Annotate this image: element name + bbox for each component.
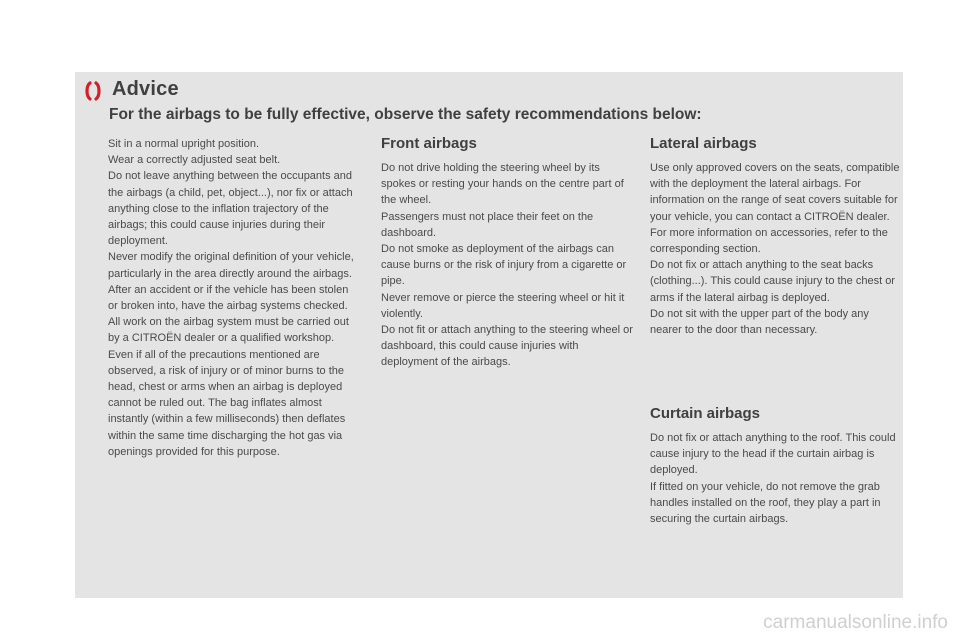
curtain-airbags-line: Do not fix or attach anything to the roof. This could cause injury to the head if the curtain airbag is deployed. [650,432,896,477]
general-line: Do not leave anything between the occupants and the airbags (a child, pet, object...), nor fix or attach anything close to the inflation trajectory of the airbags; this could cause injuries during their deployment. [108,170,353,248]
lateral-airbags-line: Do not fix or attach anything to the seat backs (clothing...). This could cause injury to the chest or arms if the lateral airbag is deployed. [650,259,895,304]
lateral-airbags-line: For more information on accessories, refer to the corresponding section. [650,226,888,256]
advice-subtitle: For the airbags to be fully effective, observe the safety recommendations below: [109,106,702,123]
front-airbags-section [381,134,633,371]
advice-panel [75,72,903,598]
front-airbags-heading: Front airbags [381,135,477,152]
front-airbags-line: Do not fit or attach anything to the steering wheel or dashboard, this could cause injuries with deployment of the airbags. [381,324,633,369]
front-airbags-line: Do not drive holding the steering wheel by its spokes or resting your hands on the centre part of the wheel. [381,162,624,207]
general-line: Sit in a normal upright position. [108,138,260,150]
general-line: All work on the airbag system must be carried out by a CITROËN dealer or a qualified workshop. [108,316,349,345]
front-airbags-line: Never remove or pierce the steering wheel or hit it violently. [381,291,625,320]
general-line: Wear a correctly adjusted seat belt. [108,154,281,167]
curtain-airbags-section [650,404,900,527]
general-line: Never modify the original definition of your vehicle, particularly in the area directly around the airbags. [108,251,354,280]
curtain-airbags-line: If fitted on your vehicle, do not remove the grab handles installed on the roof, they play a part in securing the curtain airbags. [650,480,881,526]
lateral-airbags-line: Use only approved covers on the seats, compatible with the deployment the lateral airbags. For information on the range of seat covers suitable for your vehicle, you can contact a CITROËN dealer. [650,162,900,223]
front-airbags-line: Do not smoke as deployment of the airbags can cause burns or the risk of injury from a cigarette or pipe. [381,243,627,288]
general-line: After an accident or if the vehicle has been stolen or broken into, have the airbag systems checked. [108,283,349,313]
front-airbags-line: Passengers must not place their feet on the dashboard. [381,210,594,239]
watermark: carmanualsonline.info [763,612,948,633]
lateral-airbags-heading: Lateral airbags [650,135,757,152]
curtain-airbags-heading: Curtain airbags [650,405,761,422]
general-recommendations [108,136,358,460]
general-line: Even if all of the precautions mentioned are observed, a risk of injury or of minor burns to the head, chest or arms when an airbag is deployed cannot be ruled out. The bag inflates almost instantly (within a few milliseconds) then deflates within the same time discharging the hot gas via openings provided for this purpose. [108,348,346,458]
lateral-airbags-line: Do not sit with the upper part of the body any nearer to the door than necessary. [650,307,869,337]
warning-icon [83,81,103,101]
lateral-airbags-section [650,134,900,338]
advice-title: Advice [112,78,179,100]
